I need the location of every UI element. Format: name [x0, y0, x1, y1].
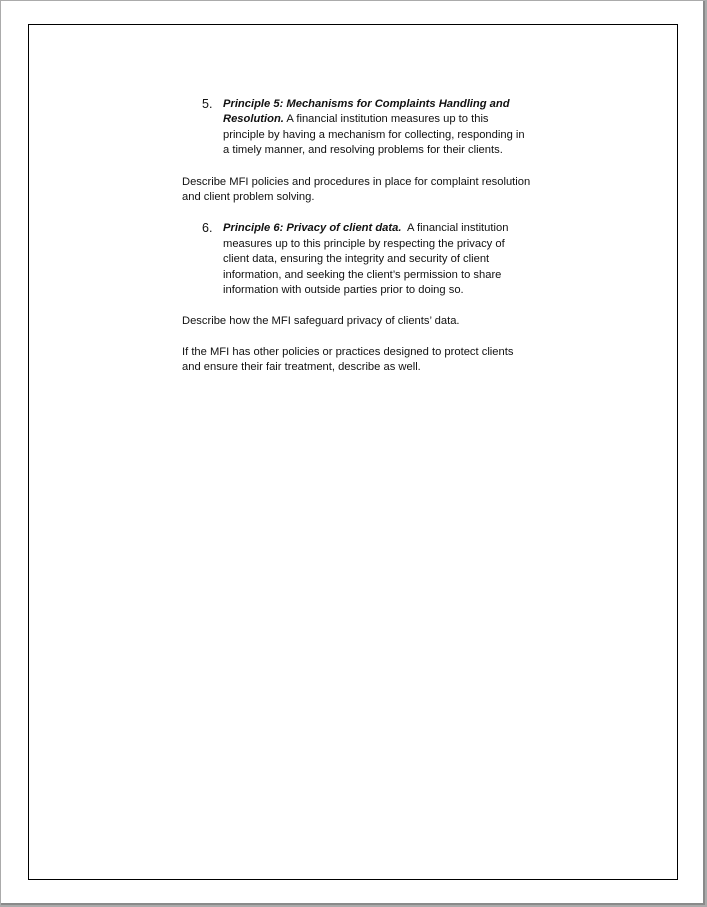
other-policies-prompt: If the MFI has other policies or practices designed to protect clients and ensure their fair treatment, describe as well.	[182, 345, 514, 374]
principle-5-item	[182, 97, 532, 159]
principle-6-title: Principle 6: Privacy of client data.	[223, 222, 402, 235]
privacy-prompt: Describe how the MFI safeguard privacy of clients’ data.	[182, 315, 460, 328]
complaint-resolution-prompt: Describe MFI policies and procedures in place for complaint resolution and client problem solving.	[182, 175, 531, 204]
principle-6-text	[223, 221, 532, 298]
document-page	[1, 1, 705, 905]
principle-5-number: 5.	[202, 97, 213, 111]
principle-6-body: A financial institution measures up to this principle by respecting the privacy of client data, ensuring the integrity and security of client information, and seeking the client’s permission to share information with outside parties prior to doing so.	[223, 222, 512, 297]
principle-5-body: A financial institution measures up to this principle by having a mechanism for collecting, responding in a timely manner, and resolving problems for their clients.	[223, 113, 525, 157]
page-content	[182, 97, 532, 376]
principle-5-text	[223, 97, 532, 159]
principle-5-title: Principle 5: Mechanisms for Complaints Handling and Resolution.	[223, 98, 510, 126]
principle-6-number: 6.	[202, 221, 213, 236]
principle-6-item	[182, 221, 532, 298]
